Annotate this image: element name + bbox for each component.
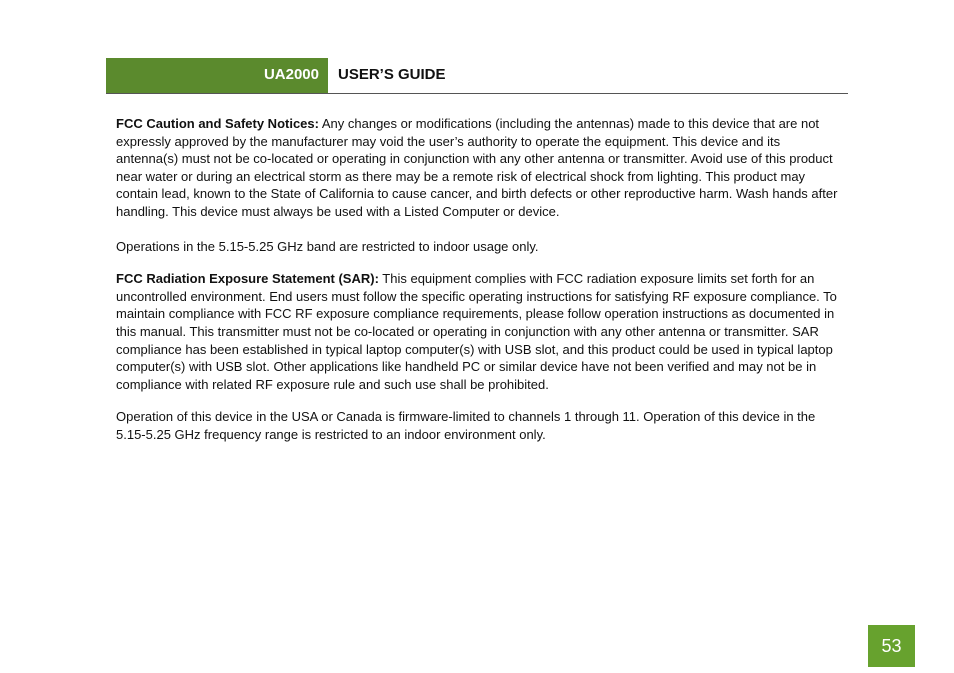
model-label: UA2000 [263,66,319,83]
fcc-caution-heading: FCC Caution and Safety Notices: [116,116,319,131]
page-header [106,58,848,94]
page-number-badge [868,625,915,667]
operation-note-paragraph: Operation of this device in the USA or Canada is firmware-limited to channels 1 through 11. Operation of this device in the 5.15-5.25 GHz frequency range is restricted to an indoor environment only. [116,409,816,442]
band-note-paragraph: Operations in the 5.15-5.25 GHz band are restricted to indoor usage only. [116,238,539,254]
page-number: 53 [881,636,902,656]
document-body [116,115,842,444]
fcc-caution-text: Any changes or modifications (including the antennas) made to this device that are not expressly approved by the manufacturer may void the user’s authority to operate the equipment. This device and its antenna(s) must not be co-located or operating in conjunction with any other antenna or transmitter. Avoid use of this product near water or during an electrical storm as there may be a remote risk of electrical shock from lighting. This product may contain lead, known to the State of California to cause cancer, and birth defects or other reproductive harm. Wash hands after handling. This device must always be used with a Listed Computer or device. [116,116,838,219]
guide-title: USER’S GUIDE [338,66,446,83]
fcc-sar-heading: FCC Radiation Exposure Statement (SAR): [116,271,379,287]
fcc-caution-paragraph [116,115,842,221]
fcc-sar-text: This equipment complies with FCC radiation exposure limits set forth for an uncontrolled environment. End users must follow the specific operating instructions for satisfying RF exposure compliance. To maintain compliance with FCC RF exposure compliance requirements, please follow operation instructions as documented in this manual. This transmitter must not be co-located or operating in conjunction with any other antenna or transmitter. SAR compliance has been established in typical laptop computer(s) with USB slot, and this product could be used in typical laptop computer(s) with USB slot. Other applications like handheld PC or similar device have not been verified and may not be in compliance with related RF exposure rule and such use shall be prohibited. [116,271,837,392]
model-banner [106,58,328,93]
fcc-sar-paragraph [116,270,842,393]
